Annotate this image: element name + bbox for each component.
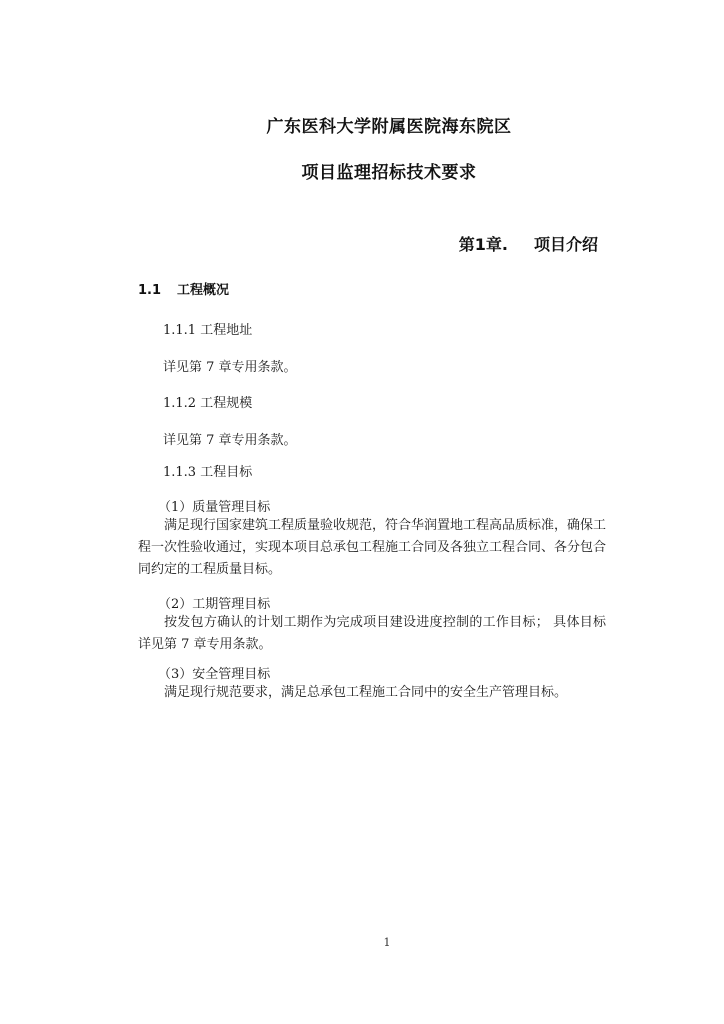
schedule-goal-heading: （2）工期管理目标 — [158, 597, 271, 612]
document-title: 广东医科大学附属医院海东院区 — [266, 117, 512, 137]
section-title: 工程概况 — [177, 283, 230, 298]
chapter-number: 第1章. — [458, 235, 508, 254]
chapter-title: 项目介绍 — [533, 235, 598, 254]
subsection-heading-address: 1.1.1 工程地址 — [163, 323, 253, 338]
scale-text: 详见第 7 章专用条款。 — [163, 433, 297, 448]
document-subtitle: 项目监理招标技术要求 — [301, 163, 477, 183]
section-heading — [138, 279, 229, 298]
section-number: 1.1 — [138, 283, 162, 298]
safety-goal-text: 满足现行规范要求，满足总承包工程施工合同中的安全生产管理目标。 — [164, 685, 568, 700]
quality-goal-heading: （1）质量管理目标 — [158, 500, 271, 515]
subsection-heading-scale: 1.1.2 工程规模 — [163, 396, 253, 411]
subsection-heading-goals: 1.1.3 工程目标 — [163, 465, 253, 480]
quality-goal-text: 满足现行国家建筑工程质量验收规范，符合华润置地工程高品质标准，确保工程一次性验收通过，实现本项目总承包工程施工合同及各独立工程合同、各分包合同约定的工程质量目标。 — [138, 518, 607, 577]
safety-goal-heading: （3）安全管理目标 — [158, 667, 271, 682]
chapter-heading — [459, 232, 598, 255]
schedule-goal-text: 按发包方确认的计划工期作为完成项目建设进度控制的工作目标； 具体目标详见第 7 章专用条款。 — [138, 615, 606, 652]
address-text: 详见第 7 章专用条款。 — [163, 360, 297, 375]
page-number: 1 — [383, 936, 391, 949]
